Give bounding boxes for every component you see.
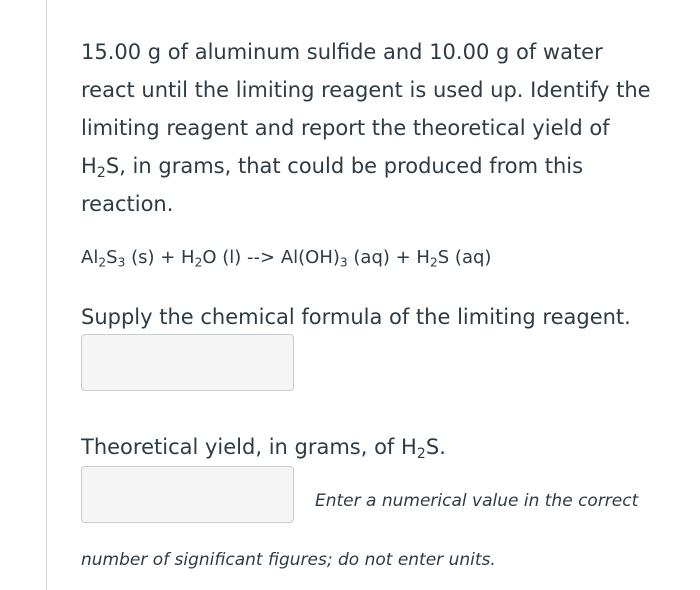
eq-oh-subscript: 3 [339, 255, 348, 270]
chemical-equation [81, 243, 491, 273]
yield-prompt-subscript: 2 [416, 445, 426, 462]
question-subscript: 2 [96, 164, 106, 181]
eq-part4: (aq) + H [347, 247, 430, 268]
question-card [46, 0, 700, 590]
question-text [81, 33, 661, 223]
limiting-reagent-input[interactable] [81, 334, 294, 391]
yield-prompt-text: Theoretical yield, in grams, of H [81, 435, 417, 459]
question-text-end: S, in grams, that could be produced from this reaction. [81, 154, 584, 216]
hint-text-line2: number of significant figures; do not enter units. [81, 550, 496, 570]
limiting-reagent-prompt: Supply the chemical formula of the limiting reagent. [81, 305, 631, 329]
hint-text-line1: Enter a numerical value in the correct [315, 491, 639, 511]
theoretical-yield-prompt [81, 432, 446, 462]
eq-s: S [106, 247, 118, 268]
eq-al: Al [81, 247, 99, 268]
eq-part5: S (aq) [437, 247, 492, 268]
eq-h-subscript: 2 [194, 255, 203, 270]
theoretical-yield-input[interactable] [81, 466, 294, 523]
eq-h2s-subscript: 2 [429, 255, 438, 270]
yield-prompt-end: S. [425, 435, 446, 459]
eq-part3: O (l) --> Al(OH) [202, 247, 340, 268]
eq-part2: (s) + H [125, 247, 195, 268]
eq-s-subscript: 3 [117, 255, 126, 270]
eq-al-subscript: 2 [98, 255, 107, 270]
question-text-part: 15.00 g of aluminum sulfide and 10.00 g of water react until the limiting reagent is used up. Identify the limiting reagent and report the theoretical yield of H [81, 40, 651, 178]
